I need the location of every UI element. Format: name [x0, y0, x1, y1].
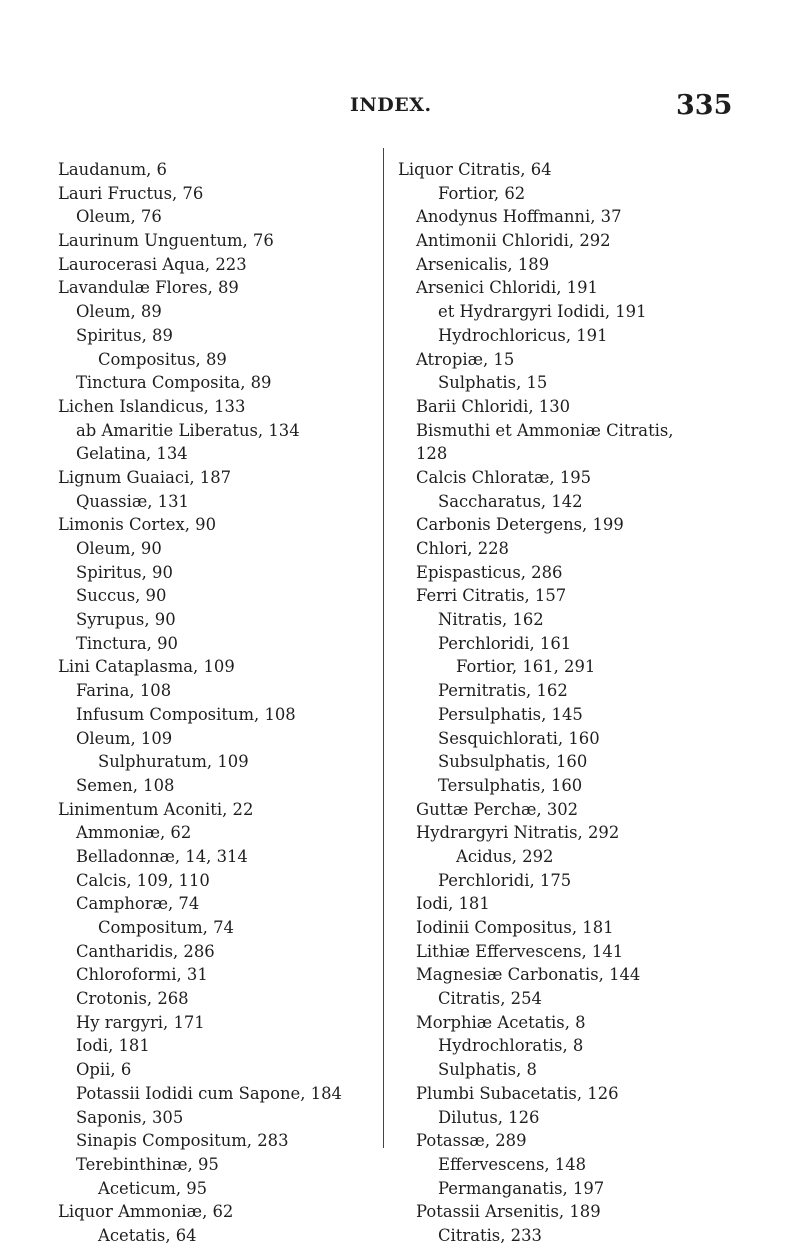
index-entry: Laurocerasi Aqua, 223	[58, 254, 247, 274]
index-entry: Citratis, 233	[438, 1225, 542, 1245]
index-entry: Terebinthinæ, 95	[76, 1154, 219, 1174]
index-entry: Chloroformi, 31	[76, 965, 208, 985]
index-entry: Barii Chloridi, 130	[416, 396, 571, 416]
index-entry: Fortior, 62	[438, 183, 526, 203]
index-entry: Pernitratis, 162	[438, 681, 568, 701]
index-entry: Lini Cataplasma, 109	[58, 657, 235, 677]
index-entry: Sulphuratum, 109	[98, 752, 249, 772]
index-entry: Ammoniæ, 62	[76, 823, 192, 843]
index-entry: Saponis, 305	[76, 1107, 184, 1127]
index-entry: Epispasticus, 286	[416, 562, 563, 582]
index-entry: Hy rargyri, 171	[76, 1012, 205, 1032]
index-entry: Effervescens, 148	[438, 1154, 587, 1174]
index-entry: Lichen Islandicus, 133	[58, 396, 246, 416]
page-number: 335	[676, 90, 733, 121]
index-entry: Aceticum, 95	[98, 1178, 208, 1198]
index-entry: Carbonis Detergens, 199	[416, 515, 624, 535]
index-entry: Nitratis, 162	[438, 610, 544, 630]
index-entry: Perchloridi, 161	[438, 633, 572, 653]
index-entry: Anodynus Hoffmanni, 37	[416, 207, 622, 227]
index-entry: Farina, 108	[76, 681, 172, 701]
index-entry: Tinctura, 90	[76, 633, 178, 653]
index-entry: Lithiæ Effervescens, 141	[416, 941, 624, 961]
index-entry: Succus, 90	[76, 586, 167, 606]
index-entry: Iodi, 181	[76, 1036, 150, 1056]
index-entry: Belladonnæ, 14, 314	[76, 846, 248, 866]
index-entry: Citratis, 254	[438, 989, 542, 1009]
index-entry: Iodinii Compositus, 181	[416, 918, 614, 937]
index-entry: Ferri Citratis, 157	[416, 586, 567, 606]
index-entry: Syrupus, 90	[76, 610, 176, 630]
index-entry: Gelatina, 134	[76, 444, 188, 464]
index-entry: Infusum Compositum, 108	[76, 704, 296, 724]
index-entry: Bismuthi et Ammoniæ Citratis,	[416, 420, 674, 440]
index-entry: Sulphatis, 15	[438, 373, 548, 393]
index-entry: ab Amaritie Liberatus, 134	[76, 420, 300, 440]
index-entry: Calcis Chloratæ, 195	[416, 467, 592, 487]
index-entry: Hydrochloratis, 8	[438, 1036, 584, 1056]
running-title: INDEX.	[350, 94, 432, 116]
index-entry: Oleum, 90	[76, 539, 162, 558]
index-entry: Persulphatis, 145	[438, 704, 583, 724]
index-entry: Laudanum, 6	[58, 160, 167, 179]
index-entry: Dilutus, 126	[438, 1107, 540, 1127]
index-entry: Atropiæ, 15	[416, 349, 515, 369]
index-entry: Semen, 108	[76, 775, 175, 795]
index-entry: Limonis Cortex, 90	[58, 515, 217, 535]
index-entry: Linimentum Aconiti, 22	[58, 799, 254, 819]
index-entry: Sulphatis, 8	[438, 1060, 537, 1080]
index-entry: Subsulphatis, 160	[438, 752, 588, 772]
index-entry: Compositus, 89	[98, 349, 227, 369]
index-entry: Potassii Iodidi cum Sapone, 184	[76, 1083, 342, 1103]
index-entry: Acetatis, 64	[98, 1225, 197, 1245]
index-entry: Compositum, 74	[98, 918, 234, 937]
index-entry: Hydrochloricus, 191	[438, 325, 608, 345]
index-entry: Lauri Fructus, 76	[58, 183, 204, 203]
index-entry: Potassii Arsenitis, 189	[416, 1202, 601, 1222]
index-entry: Cantharidis, 286	[76, 941, 215, 961]
index-entry: Oleum, 76	[76, 207, 162, 227]
index-entry: Oleum, 89	[76, 302, 162, 322]
index-entry: Iodi, 181	[416, 894, 490, 914]
index-entry: Lavandulæ Flores, 89	[58, 278, 239, 298]
index-entry: Spiritus, 90	[76, 562, 173, 582]
column-divider	[383, 148, 384, 1148]
index-entry: Plumbi Subacetatis, 126	[416, 1083, 619, 1103]
index-entry: Quassiæ, 131	[76, 491, 189, 511]
index-entry: Saccharatus, 142	[438, 491, 583, 511]
index-entry: Lignum Guaiaci, 187	[58, 467, 232, 487]
index-entry: Liquor Citratis, 64	[398, 160, 552, 179]
index-entry: Hydrargyri Nitratis, 292	[416, 823, 620, 843]
index-entry: Magnesiæ Carbonatis, 144	[416, 965, 641, 985]
index-column-left	[58, 158, 380, 1248]
index-entry: Crotonis, 268	[76, 989, 189, 1009]
index-entry: Calcis, 109, 110	[76, 870, 210, 890]
index-entry: 128	[416, 444, 448, 464]
index-entry: Fortior, 161, 291	[456, 657, 596, 677]
index-entry: Liquor Ammoniæ, 62	[58, 1202, 234, 1222]
index-entry: Perchloridi, 175	[438, 870, 572, 890]
index-entry: Tinctura Composita, 89	[76, 373, 272, 393]
index-entry: Sesquichlorati, 160	[438, 728, 600, 748]
page-header	[0, 90, 800, 130]
index-entry: Opii, 6	[76, 1060, 132, 1080]
index-entry: Chlori, 228	[416, 539, 509, 558]
index-entry: Laurinum Unguentum, 76	[58, 231, 274, 251]
index-entry: Morphiæ Acetatis, 8	[416, 1012, 586, 1032]
index-entry: Acidus, 292	[456, 846, 554, 866]
index-entry: Camphoræ, 74	[76, 894, 200, 914]
index-entry: Permanganatis, 197	[438, 1178, 605, 1198]
index-entry: Spiritus, 89	[76, 325, 173, 345]
index-entry: Guttæ Perchæ, 302	[416, 799, 579, 819]
index-entry: Sinapis Compositum, 283	[76, 1131, 289, 1151]
index-entry: Arsenici Chloridi, 191	[416, 278, 598, 298]
index-entry: et Hydrargyri Iodidi, 191	[438, 302, 647, 322]
index-entry: Potassæ, 289	[416, 1131, 527, 1151]
index-entry: Tersulphatis, 160	[438, 775, 583, 795]
index-entry: Antimonii Chloridi, 292	[416, 231, 611, 251]
index-column-right	[398, 158, 778, 1248]
index-entry: Arsenicalis, 189	[416, 254, 550, 274]
index-entry: Oleum, 109	[76, 728, 173, 748]
